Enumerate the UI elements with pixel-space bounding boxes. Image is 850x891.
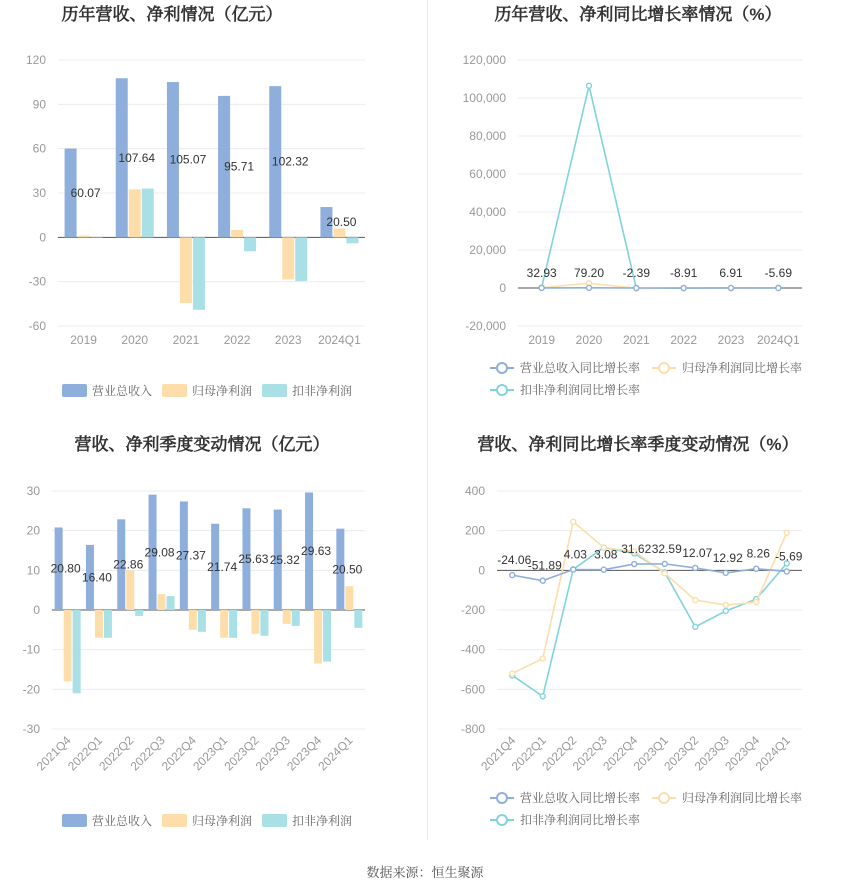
line-point	[632, 562, 637, 567]
bar-net-profit	[282, 237, 294, 279]
data-label: 16.40	[81, 570, 112, 585]
legend-label: 营业总收入同比增长率	[520, 361, 641, 375]
data-label: -5.69	[764, 266, 793, 281]
panel-divider	[427, 0, 428, 840]
data-label: 31.62	[621, 542, 652, 557]
annual-amount-svg	[0, 0, 425, 410]
x-tick-label: 2022Q4	[158, 733, 199, 774]
x-tick-label: 2023Q3	[252, 733, 293, 774]
x-tick-label: 2023Q3	[691, 733, 732, 774]
line-point	[510, 573, 515, 578]
y-tick-label: 10	[26, 563, 40, 578]
line-point	[693, 598, 698, 603]
bar-deducted-profit	[244, 237, 256, 251]
x-tick-label: 2020	[575, 333, 603, 347]
legend-label: 归母净利润	[192, 384, 253, 398]
chart-title: 营收、净利季度变动情况（亿元）	[74, 435, 330, 454]
data-label: 20.80	[50, 561, 81, 576]
y-tick-label: -800	[460, 722, 485, 736]
x-tick-label: 2021	[622, 333, 650, 347]
y-tick-label: -10	[22, 642, 40, 657]
bar-net-profit	[251, 610, 259, 634]
annual-growth-svg	[425, 0, 850, 410]
bar-deducted-profit	[73, 610, 81, 693]
data-label: 95.71	[224, 159, 255, 174]
bar-net-profit	[345, 586, 353, 610]
line-point	[754, 600, 759, 605]
bar-deducted-profit	[104, 610, 112, 638]
legend-marker	[497, 385, 507, 395]
line-point	[587, 83, 592, 88]
legend-marker	[659, 793, 669, 803]
bar-deducted-profit	[135, 610, 143, 616]
data-label: 102.32	[271, 154, 309, 169]
annual-growth-chart	[425, 0, 850, 430]
line-point	[571, 567, 576, 572]
x-tick-label: 2020	[121, 333, 149, 347]
data-label: 105.07	[169, 152, 207, 167]
quarterly-amount-chart	[0, 430, 425, 860]
data-label: 21.74	[207, 559, 238, 574]
legend-label: 营业总收入	[92, 814, 153, 828]
legend-label: 扣非净利润同比增长率	[520, 383, 641, 397]
legend-swatch	[262, 384, 287, 397]
x-tick-label: 2023Q1	[630, 733, 671, 774]
x-tick-label: 2023Q4	[284, 733, 325, 774]
bar-deducted-profit	[292, 610, 300, 626]
x-tick-label: 2022Q3	[127, 733, 168, 774]
y-tick-label: -200	[460, 603, 485, 617]
data-label: 20.50	[326, 215, 357, 230]
bar-net-profit	[189, 610, 197, 630]
data-label: 79.20	[573, 265, 605, 280]
chart-title: 历年营收、净利同比增长率情况（%）	[494, 5, 782, 24]
y-tick-label: 120	[25, 53, 46, 67]
line-point	[601, 567, 606, 572]
legend-swatch	[262, 814, 287, 827]
data-label: 12.07	[682, 545, 713, 560]
bar-deducted-profit	[167, 596, 175, 610]
annual-amount-chart	[0, 0, 425, 430]
line-point	[587, 285, 592, 290]
legend-swatch	[62, 814, 87, 827]
legend-marker	[497, 363, 507, 373]
data-label: 32.93	[526, 265, 557, 280]
x-tick-label: 2022	[223, 333, 251, 347]
y-tick-label: 120,000	[462, 53, 506, 67]
data-label: 107.64	[118, 150, 156, 165]
x-tick-label: 2021Q4	[478, 733, 519, 774]
data-label: 6.91	[719, 265, 743, 280]
bar-deducted-profit	[295, 237, 307, 281]
line-point	[540, 578, 545, 583]
data-label: 3.08	[594, 547, 618, 562]
data-label: 4.03	[563, 547, 587, 562]
data-label: 22.86	[113, 557, 144, 572]
data-label: 12.92	[712, 550, 743, 565]
x-tick-label: 2023	[274, 333, 302, 347]
legend-swatch	[162, 384, 187, 397]
x-tick-label: 2024Q1	[752, 733, 793, 774]
line-point	[723, 603, 728, 608]
y-tick-label: -600	[460, 682, 485, 697]
legend-marker	[497, 793, 507, 803]
bar-net-profit	[95, 610, 103, 638]
bar-net-profit	[314, 610, 322, 664]
data-label: -2.39	[622, 266, 651, 281]
x-tick-label: 2023Q2	[661, 733, 702, 774]
data-label: -24.06	[497, 553, 532, 568]
line-point	[754, 566, 759, 571]
y-tick-label: -60	[28, 319, 46, 333]
data-label: 29.08	[144, 545, 175, 560]
x-tick-label: 2024Q1	[756, 333, 800, 347]
y-tick-label: 20,000	[469, 243, 506, 257]
x-tick-label: 2019	[528, 333, 556, 347]
x-tick-label: 2023Q2	[221, 733, 262, 774]
line-point	[776, 286, 781, 291]
line-point	[723, 570, 728, 575]
bar-deducted-profit	[142, 189, 154, 238]
x-tick-label: 2023Q4	[722, 733, 763, 774]
bar-deducted-profit	[229, 610, 237, 638]
y-tick-label: 30	[32, 186, 46, 200]
bar-net-profit	[126, 570, 134, 610]
chart-title: 营收、净利同比增长率季度变动情况（%）	[477, 435, 799, 454]
legend-swatch	[162, 814, 187, 827]
x-tick-label: 2022Q4	[600, 733, 641, 774]
legend-label: 扣非净利润	[292, 814, 353, 828]
legend-label: 营业总收入	[92, 384, 153, 398]
data-label: 60.07	[70, 185, 101, 200]
line-point	[662, 571, 667, 576]
y-tick-label: 100,000	[462, 91, 506, 105]
x-tick-label: 2021Q4	[33, 733, 74, 774]
data-label: 27.37	[175, 548, 206, 563]
line-point	[784, 530, 789, 535]
x-tick-label: 2022Q2	[539, 733, 580, 774]
chart-title: 历年营收、净利情况（亿元）	[61, 5, 283, 24]
data-label: 29.63	[301, 544, 332, 559]
y-tick-label: 0	[33, 603, 40, 617]
bar-net-profit	[333, 228, 345, 237]
bar-deducted-profit	[193, 237, 205, 309]
bar-deducted-profit	[323, 610, 331, 662]
line-point	[729, 285, 734, 290]
legend-label: 扣非净利润同比增长率	[520, 813, 641, 827]
data-label: 20.50	[332, 562, 363, 577]
y-tick-label: -20,000	[465, 319, 506, 333]
line-point	[510, 671, 515, 676]
y-tick-label: 400	[464, 484, 485, 498]
legend-marker	[497, 815, 507, 825]
y-tick-label: -30	[28, 274, 46, 289]
bar-net-profit	[129, 189, 141, 237]
y-tick-label: 30	[26, 484, 40, 498]
y-tick-label: -30	[22, 722, 40, 736]
line-point	[662, 561, 667, 566]
x-tick-label: 2024Q1	[315, 733, 356, 774]
y-tick-label: 0	[478, 563, 485, 578]
line-point	[540, 656, 545, 661]
y-tick-label: 200	[464, 523, 485, 538]
series-line-dp-growth-line	[542, 86, 779, 289]
line-point	[571, 519, 576, 524]
y-tick-label: 0	[499, 281, 506, 295]
y-tick-label: -400	[460, 642, 485, 657]
legend-label: 扣非净利润	[292, 384, 353, 398]
bar-net-profit	[64, 610, 72, 681]
y-tick-label: 80,000	[469, 129, 506, 143]
y-tick-label: 0	[39, 230, 46, 245]
bar-net-profit	[283, 610, 291, 624]
legend-swatch	[62, 384, 87, 397]
bar-deducted-profit	[198, 610, 206, 632]
x-tick-label: 2022Q1	[64, 733, 106, 774]
bar-net-profit	[78, 236, 90, 238]
legend-marker	[659, 363, 669, 373]
y-tick-label: 90	[32, 97, 46, 112]
y-tick-label: 40,000	[469, 205, 506, 219]
bar-net-profit	[220, 610, 228, 638]
x-tick-label: 2023	[717, 333, 745, 347]
line-point	[693, 624, 698, 629]
bar-deducted-profit	[260, 610, 268, 636]
bar-net-profit	[231, 230, 243, 237]
line-point	[681, 286, 686, 291]
quarterly-growth-chart	[425, 430, 850, 860]
legend-label: 归母净利润同比增长率	[682, 791, 803, 805]
legend-label: 归母净利润	[192, 814, 253, 828]
bar-net-profit	[180, 237, 192, 303]
line-point	[723, 608, 728, 613]
legend-label: 营业总收入同比增长率	[520, 791, 641, 805]
bar-deducted-profit	[346, 237, 358, 243]
line-point	[693, 565, 698, 570]
line-point	[634, 286, 639, 291]
bar-net-profit	[158, 594, 166, 610]
data-source-note: 数据来源：恒生聚源	[366, 865, 484, 880]
x-tick-label: 2022Q3	[569, 733, 610, 774]
y-tick-label: 60	[32, 141, 46, 156]
line-point	[540, 694, 545, 699]
y-tick-label: 20	[26, 523, 40, 538]
x-tick-label: 2022Q2	[96, 733, 137, 774]
data-label: -8.91	[669, 266, 698, 281]
y-tick-label: -20	[22, 682, 40, 697]
data-label: 25.63	[238, 552, 269, 567]
legend-label: 归母净利润同比增长率	[682, 361, 803, 375]
data-label: 25.32	[269, 552, 300, 567]
line-point	[539, 285, 544, 290]
x-tick-label: 2024Q1	[318, 333, 361, 347]
quarterly-growth-svg	[425, 430, 850, 840]
x-tick-label: 2022	[670, 333, 698, 347]
bar-deducted-profit	[354, 610, 362, 628]
y-tick-label: 60,000	[469, 167, 506, 181]
x-tick-label: 2022Q1	[508, 733, 549, 774]
data-label: 8.26	[746, 546, 770, 561]
data-label: -5.69	[775, 549, 803, 564]
line-point	[784, 569, 789, 574]
data-label: 32.59	[651, 541, 682, 556]
quarterly-amount-svg	[0, 430, 425, 840]
x-tick-label: 2023Q1	[190, 733, 231, 774]
x-tick-label: 2021	[172, 333, 200, 347]
data-label: -51.89	[527, 558, 562, 573]
x-tick-label: 2019	[70, 333, 97, 347]
bar-deducted-profit	[91, 237, 103, 238]
